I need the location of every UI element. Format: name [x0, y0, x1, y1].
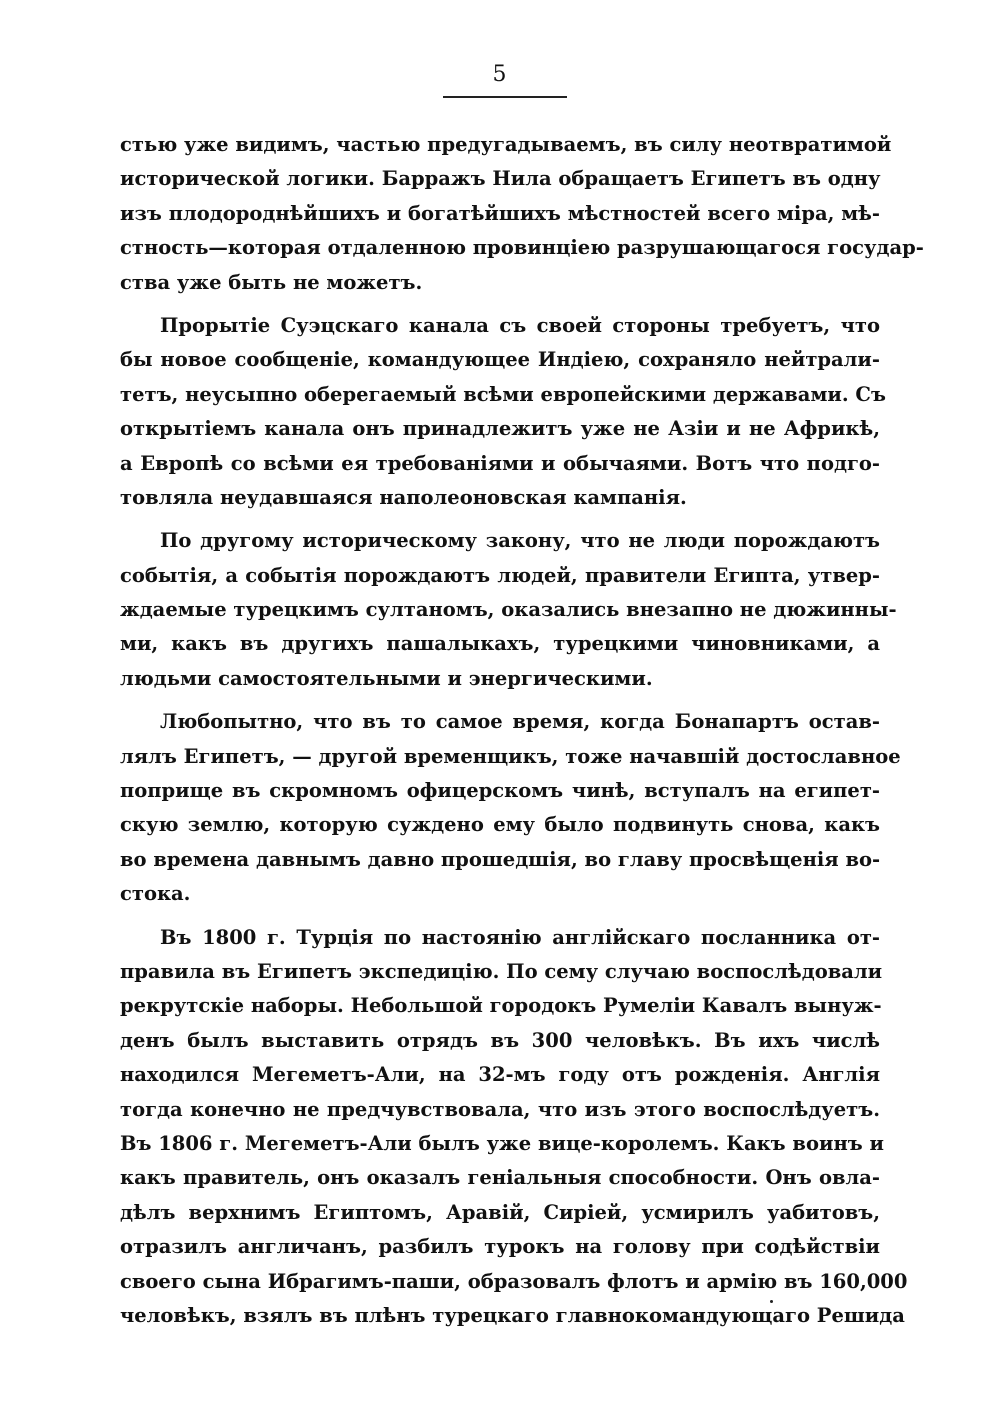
- text-line: ства уже быть не можетъ.: [120, 270, 423, 294]
- text-line: а Европѣ со всѣми ея требованіями и обычаями. Вотъ что подго-: [120, 451, 880, 475]
- text-line: скую землю, которую суждено ему было подвинуть снова, какъ: [120, 813, 880, 837]
- text-line: стность—которая отдаленною провинціею разрушающагося государ-: [120, 236, 924, 260]
- body-text: [120, 128, 924, 1333]
- page-number: 5: [492, 62, 508, 87]
- paragraph: [120, 128, 924, 300]
- text-line: какъ правитель, онъ оказалъ геніальныя способности. Онъ овла-: [120, 1166, 880, 1190]
- text-line: тогда конечно не предчувствовала, что изъ этого воспослѣдуетъ.: [120, 1097, 880, 1121]
- text-line: тетъ, неусыпно оберегаемый всѣми европейскими державами. Съ: [120, 382, 886, 406]
- text-line: денъ былъ выставить отрядъ въ 300 человѣкъ. Въ ихъ числѣ: [120, 1028, 880, 1052]
- text-line: Любопытно, что въ то самое время, когда Бонапартъ остав-: [160, 710, 880, 734]
- text-line: людьми самостоятельными и энергическими.: [120, 666, 653, 690]
- text-line: дѣлъ верхнимъ Египтомъ, Аравій, Сиріей, усмирилъ уабитовъ,: [120, 1200, 880, 1224]
- paragraph: [120, 524, 897, 696]
- text-line: По другому историческому закону, что не люди порождаютъ: [160, 529, 880, 553]
- text-line: правила въ Египетъ экспедицію. По сему случаю воспослѣдовали: [120, 959, 883, 983]
- text-line: бы новое сообщеніе, командующее Индіею, сохраняло нейтрали-: [120, 348, 880, 372]
- text-line: ми, какъ въ другихъ пашалыкахъ, турецкими чиновниками, а: [120, 632, 880, 656]
- print-speck: [770, 1300, 773, 1303]
- text-line: событія, а событія порождаютъ людей, правители Египта, утвер-: [120, 563, 880, 587]
- text-line: открытіемъ канала онъ принадлежитъ уже не Азіи и не Африкѣ,: [120, 417, 880, 441]
- text-line: исторической логики. Барражъ Нила обращаетъ Египетъ въ одну: [120, 167, 881, 191]
- text-line: лялъ Египетъ, — другой временщикъ, тоже начавшій достославное: [120, 744, 901, 768]
- paragraph: [120, 309, 886, 515]
- text-line: находился Мегеметъ-Али, на 32-мъ году отъ рожденія. Англія: [120, 1063, 880, 1087]
- text-line: стью уже видимъ, частью предугадываемъ, въ силу неотвратимой: [120, 133, 892, 156]
- text-line: своего сына Ибрагимъ-паши, образовалъ флотъ и армію въ 160,000: [120, 1269, 908, 1293]
- text-line: поприще въ скромномъ офицерскомъ чинѣ, вступалъ на египет-: [120, 779, 880, 803]
- text-line: товляла неудавшаяся наполеоновская кампанія.: [120, 485, 687, 509]
- paragraph: [120, 921, 908, 1334]
- page-number-rule: [443, 96, 567, 98]
- text-line: рекрутскіе наборы. Небольшой городокъ Румеліи Кавалъ вынуж-: [120, 994, 882, 1018]
- text-line: ждаемые турецкимъ султаномъ, оказались внезапно не дюжинны-: [120, 598, 897, 622]
- text-line: во времена давнымъ давно прошедшія, во главу просвѣщенія во-: [120, 847, 881, 871]
- paragraph: [120, 705, 901, 911]
- text-line: Въ 1806 г. Мегеметъ-Али былъ уже вице-королемъ. Какъ воинъ и: [120, 1131, 884, 1155]
- text-line: Прорытіе Суэцскаго канала съ своей стороны требуетъ, что: [160, 313, 880, 337]
- text-line: изъ плодороднѣйшихъ и богатѣйшихъ мѣстностей всего міра, мѣ-: [120, 201, 880, 225]
- text-line: человѣкъ, взялъ въ плѣнъ турецкаго главнокомандующаго Решида: [120, 1303, 905, 1327]
- text-line: стока.: [120, 882, 191, 906]
- text-line: отразилъ англичанъ, разбилъ турокъ на голову при содѣйствіи: [120, 1235, 880, 1259]
- text-line: Въ 1800 г. Турція по настоянію англійскаго посланника от-: [160, 925, 880, 949]
